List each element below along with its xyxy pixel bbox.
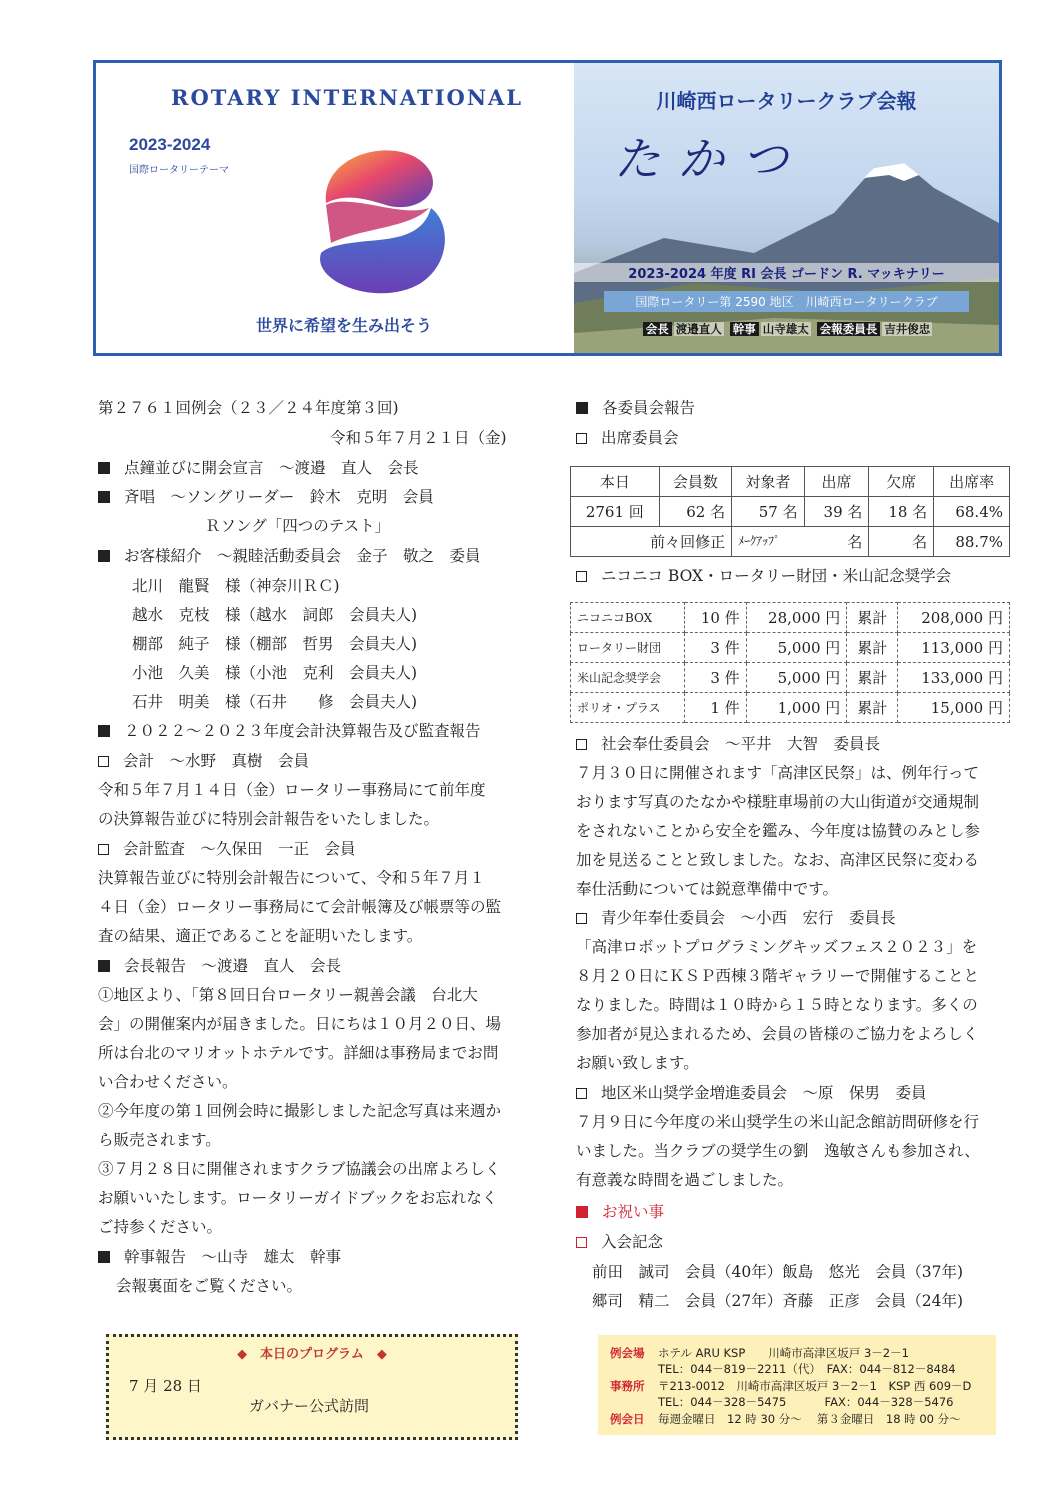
paragraph: ①地区より、｢第８回日台ロータリー親善会議 台北大 bbox=[98, 986, 478, 1004]
table-header: 対象者 bbox=[732, 467, 804, 497]
paragraph: 決算報告並びに特別会計報告について、令和５年７月１ bbox=[98, 869, 485, 887]
venue-label: 例会場 bbox=[610, 1346, 645, 1360]
guest: 小池 久美 様（小池 克利 会員夫人) bbox=[132, 664, 418, 682]
paragraph: おります写真のたなかや様駐車場前の大山街道が交通規制 bbox=[576, 793, 980, 811]
table-row bbox=[571, 633, 1010, 663]
secretary-tag: 幹事 bbox=[730, 322, 759, 336]
paragraph: 会報裏面をご覧ください。 bbox=[116, 1277, 303, 1295]
table-cell: 18 名 bbox=[869, 497, 934, 527]
venue-row: 例会場 ホテル ARU KSP 川崎市高津区坂戸 3－2－1 bbox=[610, 1346, 909, 1360]
paragraph: 有意義な時間を過ごしました。 bbox=[576, 1171, 794, 1189]
secretary-name: 山寺雄太 bbox=[762, 322, 809, 336]
table-cell: 名 bbox=[869, 527, 934, 557]
table-cell: ポリオ・プラス bbox=[571, 693, 685, 723]
program-item: ガバナー公式訪問 bbox=[249, 1397, 370, 1415]
paragraph: お願い致します。 bbox=[576, 1054, 699, 1072]
checkbox-icon bbox=[576, 1237, 587, 1248]
agenda-item: ２０２２～２０２３年度会計決算報告及び監査報告 bbox=[98, 721, 481, 741]
ri-president: 2023-2024 年度 RI 会長 ゴードン R. マッキナリー bbox=[574, 263, 999, 282]
today-program-box bbox=[106, 1334, 518, 1440]
section-heading: 各委員会報告 bbox=[576, 398, 695, 418]
table-cell: 累計 bbox=[847, 603, 898, 633]
bullet-icon bbox=[576, 1206, 588, 1218]
table-cell: 10 件 bbox=[685, 603, 746, 633]
bullet-icon bbox=[98, 725, 110, 737]
paragraph: 会」の開催案内が届きました。日にちは１０月２０日、場 bbox=[98, 1015, 502, 1033]
agenda-item: 斉唱 ～ソングリーダー 鈴木 克明 会員 bbox=[98, 487, 434, 507]
sub-item: 会計 ～水野 真樹 会員 bbox=[98, 751, 309, 771]
donation-table bbox=[570, 602, 1010, 723]
paragraph: 奉仕活動については鋭意準備中です。 bbox=[576, 880, 838, 898]
checkbox-icon bbox=[576, 913, 587, 924]
table-cell: 5,000 円 bbox=[746, 663, 847, 693]
table-cell: 累計 bbox=[847, 633, 898, 663]
table-cell: 39 名 bbox=[804, 497, 869, 527]
table-cell: 1 件 bbox=[685, 693, 746, 723]
table-row bbox=[571, 527, 1010, 557]
guest: 石井 明美 様（石井 修 会員夫人) bbox=[132, 693, 418, 711]
checkbox-icon bbox=[576, 1088, 587, 1099]
paragraph: 令和５年７月１４日（金）ロータリー事務局にて前年度 bbox=[98, 781, 486, 799]
editor-name: 吉井俊忠 bbox=[884, 322, 931, 336]
checkbox-icon bbox=[576, 433, 587, 444]
newsletter-name-calligraphy: たかつ bbox=[614, 132, 806, 186]
agenda-item: 幹事報告 ～山寺 雄太 幹事 bbox=[98, 1247, 341, 1267]
paragraph: 所は台北のマリオットホテルです。詳細は事務局までお問 bbox=[98, 1044, 499, 1062]
paragraph: なりました。時間は１０時から１５時となります。多くの bbox=[576, 996, 978, 1014]
table-cell: 133,000 円 bbox=[898, 663, 1010, 693]
bullet-icon bbox=[98, 462, 110, 474]
office-label: 事務所 bbox=[610, 1379, 645, 1393]
section-heading: お祝い事 bbox=[576, 1202, 664, 1222]
chair-name: 渡邉直人 bbox=[675, 322, 722, 336]
checkbox-icon bbox=[576, 739, 587, 750]
checkbox-icon bbox=[576, 571, 587, 582]
table-header: 出席 bbox=[804, 467, 869, 497]
bullet-icon bbox=[576, 402, 588, 414]
table-cell: 1,000 円 bbox=[746, 693, 847, 723]
song-title: Ｒソング「四つのテスト」 bbox=[205, 517, 391, 535]
table-row bbox=[571, 603, 1010, 633]
table-header: 本日 bbox=[571, 467, 660, 497]
fuji-photo-panel bbox=[574, 63, 999, 353]
table-cell: 208,000 円 bbox=[898, 603, 1010, 633]
table-cell: ロータリー財団 bbox=[571, 633, 685, 663]
paragraph: 加を見送ることと致しました。なお、高津区民祭に変わる bbox=[576, 851, 980, 869]
paragraph: ８月２０日にＫＳＰ西棟３階ギャラリーで開催することと bbox=[576, 967, 980, 985]
agenda-item: お客様紹介 ～親睦活動委員会 金子 敬之 委員 bbox=[98, 546, 481, 566]
newsletter-title: 川崎西ロータリークラブ会報 bbox=[656, 89, 917, 113]
club-info-box bbox=[598, 1335, 996, 1435]
masthead bbox=[93, 60, 1002, 356]
sub-item: 会計監査 ～久保田 一正 会員 bbox=[98, 839, 356, 859]
checkbox-icon bbox=[98, 844, 109, 855]
table-cell: 累計 bbox=[847, 693, 898, 723]
attendance-table bbox=[570, 466, 1010, 557]
bullet-icon bbox=[98, 491, 110, 503]
table-cell: 68.4% bbox=[934, 497, 1010, 527]
guest: 越水 克枝 様（越水 詞郎 会員夫人) bbox=[132, 606, 418, 624]
agenda-item: 会長報告 ～渡邉 直人 会長 bbox=[98, 956, 341, 976]
table-header: 会員数 bbox=[659, 467, 731, 497]
theme-label: 国際ロータリーテーマ bbox=[129, 165, 229, 176]
theme-year: 2023-2024 bbox=[129, 135, 211, 154]
table-cell: 113,000 円 bbox=[898, 633, 1010, 663]
table-cell: 88.7% bbox=[934, 527, 1010, 557]
table-cell: 5,000 円 bbox=[746, 633, 847, 663]
venue-tel: TEL：044－819－2211（代） FAX：044－812－8484 bbox=[658, 1362, 956, 1376]
program-title: ◆ 本日のプログラム ◆ bbox=[237, 1347, 387, 1362]
paragraph: ③７月２８日に開催されますクラブ協議会の出席よろしく bbox=[98, 1160, 501, 1178]
editor-tag: 会報委員長 bbox=[817, 322, 881, 336]
paragraph: ご持参ください。 bbox=[98, 1218, 223, 1236]
sub-heading: 入会記念 bbox=[576, 1232, 663, 1252]
table-header-row bbox=[571, 467, 1010, 497]
table-cell: 28,000 円 bbox=[746, 603, 847, 633]
table-cell: 3 件 bbox=[685, 633, 746, 663]
paragraph: ４日（金）ロータリー事務局にて会計帳簿及び帳票等の監 bbox=[98, 898, 502, 916]
slogan: 世界に希望を生み出そう bbox=[256, 316, 433, 335]
paragraph: ②今年度の第１回例会時に撮影しました記念写真は来週か bbox=[98, 1102, 502, 1120]
table-cell: 62 名 bbox=[659, 497, 731, 527]
paragraph: 査の結果、適正であることを証明いたします。 bbox=[98, 927, 423, 945]
guest: 棚部 純子 様（棚部 哲男 会員夫人) bbox=[132, 635, 418, 653]
paragraph: ７月３０日に開催されます「高津区民祭」は、例年行って bbox=[576, 764, 980, 782]
paragraph: いました。当クラブの奨学生の劉 逸敏さんも参加され、 bbox=[576, 1142, 980, 1160]
sub-heading: 青少年奉仕委員会 ～小西 宏行 委員長 bbox=[576, 908, 896, 928]
paragraph: 「高津ロボットプログラミングキッズフェス２０２３」を bbox=[576, 938, 978, 956]
paragraph: ７月９日に今年度の米山奨学生の米山記念館訪問研修を行 bbox=[576, 1113, 980, 1131]
table-header: 出席率 bbox=[934, 467, 1010, 497]
table-cell: 前々回修正 bbox=[571, 527, 732, 557]
meeting-number: 第２７６１回例会（２３／２４年度第３回) bbox=[98, 399, 399, 417]
table-cell: 57 名 bbox=[732, 497, 804, 527]
sub-heading: 出席委員会 bbox=[576, 428, 679, 448]
sub-heading: 社会奉仕委員会 ～平井 大智 委員長 bbox=[576, 734, 880, 754]
sub-heading: ニコニコ BOX・ロータリー財団・米山記念奨学会 bbox=[576, 566, 951, 586]
ri-theme-logo bbox=[291, 133, 461, 303]
office-tel: TEL：044－328－5475 FAX：044－328－5476 bbox=[658, 1395, 954, 1409]
meeting-date: 令和５年７月２１日（金) bbox=[330, 429, 507, 447]
bullet-icon bbox=[98, 550, 110, 562]
table-cell: 3 件 bbox=[685, 663, 746, 693]
checkbox-icon bbox=[98, 756, 109, 767]
paragraph: お願いいたします。ロータリーガイドブックをお忘れなく bbox=[98, 1189, 498, 1207]
table-cell: ニコニコBOX bbox=[571, 603, 685, 633]
chair-tag: 会長 bbox=[643, 322, 672, 336]
program-date: 7 月 28 日 bbox=[129, 1377, 202, 1395]
paragraph: をされないことから安全を鑑み、今年度は協賛のみとし参 bbox=[576, 822, 980, 840]
meeting-label: 例会日 bbox=[610, 1412, 645, 1426]
agenda-item: 点鐘並びに開会宣言 ～渡邉 直人 会長 bbox=[98, 458, 419, 478]
paragraph: 参加者が見込まれるため、会員の皆様のご協力をよろしく bbox=[576, 1025, 979, 1043]
meeting-row: 例会日 毎週金曜日 12 時 30 分～ 第３金曜日 18 時 00 分～ bbox=[610, 1412, 961, 1426]
anniversary-row: 前田 誠司 会員（40年）飯島 悠光 会員（37年) bbox=[592, 1263, 963, 1281]
office-row: 事務所 〒213-0012 川崎市高津区坂戸 3－2－1 KSP 西 609－D bbox=[610, 1379, 972, 1393]
table-row bbox=[571, 663, 1010, 693]
paragraph: ら販売されます。 bbox=[98, 1131, 221, 1149]
table-row bbox=[571, 497, 1010, 527]
table-cell: 米山記念奨学会 bbox=[571, 663, 685, 693]
anniversary-row: 郷司 精二 会員（27年）斉藤 正彦 会員（24年) bbox=[592, 1292, 963, 1310]
guest: 北川 龍賢 様（神奈川ＲＣ) bbox=[132, 577, 340, 595]
paragraph: の決算報告並びに特別会計報告をいたしました。 bbox=[98, 810, 440, 828]
ri-title: ROTARY INTERNATIONAL bbox=[171, 85, 524, 110]
table-cell: ﾒｰｸｱｯﾌﾟ 名 bbox=[732, 527, 869, 557]
table-row bbox=[571, 693, 1010, 723]
table-cell: 15,000 円 bbox=[898, 693, 1010, 723]
club-officers bbox=[574, 321, 999, 337]
district-label: 国際ロータリー第 2590 地区 川崎西ロータリークラブ bbox=[604, 291, 969, 312]
sub-heading: 地区米山奨学金増進委員会 ～原 保男 委員 bbox=[576, 1083, 927, 1103]
table-cell: 累計 bbox=[847, 663, 898, 693]
bullet-icon bbox=[98, 960, 110, 972]
bullet-icon bbox=[98, 1251, 110, 1263]
table-cell: 2761 回 bbox=[571, 497, 660, 527]
paragraph: い合わせください。 bbox=[98, 1073, 238, 1091]
table-header: 欠席 bbox=[869, 467, 934, 497]
